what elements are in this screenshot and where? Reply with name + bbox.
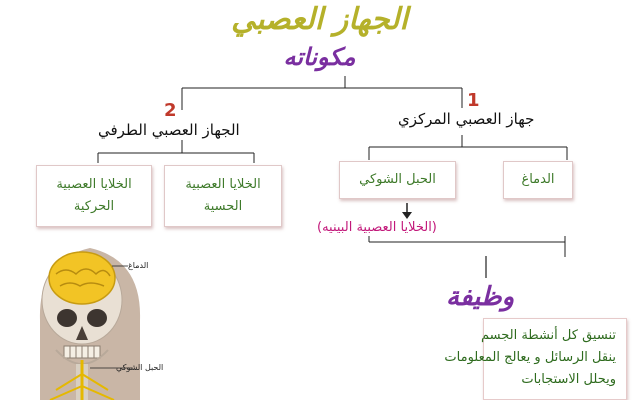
- motor-neurons-box: الخلايا العصبية الحركية: [36, 165, 152, 227]
- figure-spinal-cord-label: الحبل الشوكي: [116, 363, 164, 372]
- brain-box: الدماغ: [503, 161, 573, 199]
- central-number: 1: [467, 90, 480, 111]
- sensory-neurons-box: الخلايا العصبية الحسية: [164, 165, 282, 227]
- function-title: وظيفة: [446, 282, 515, 312]
- function-line-3: ويحلل الاستجابات: [521, 372, 616, 387]
- components-subtitle: مكوناته: [283, 42, 356, 71]
- function-box: [444, 318, 627, 400]
- figure-brain-label: الدماغ: [128, 261, 149, 270]
- spinal-cord-box: الحبل الشوكي: [339, 161, 456, 199]
- function-line-1: تنسيق كل أنشطة الجسم: [480, 328, 616, 343]
- page-title: الجهاز العصبي: [231, 2, 408, 37]
- interneurons-label: (الخلايا العصبية البينيه): [317, 220, 437, 235]
- peripheral-nervous-system-label: الجهاز العصبي الطرفي: [98, 121, 240, 139]
- central-nervous-system-label: جهاز العصبي المركزي: [398, 110, 535, 128]
- function-line-2: ينقل الرسائل و يعالج المعلومات: [444, 350, 616, 365]
- peripheral-number: 2: [164, 100, 177, 121]
